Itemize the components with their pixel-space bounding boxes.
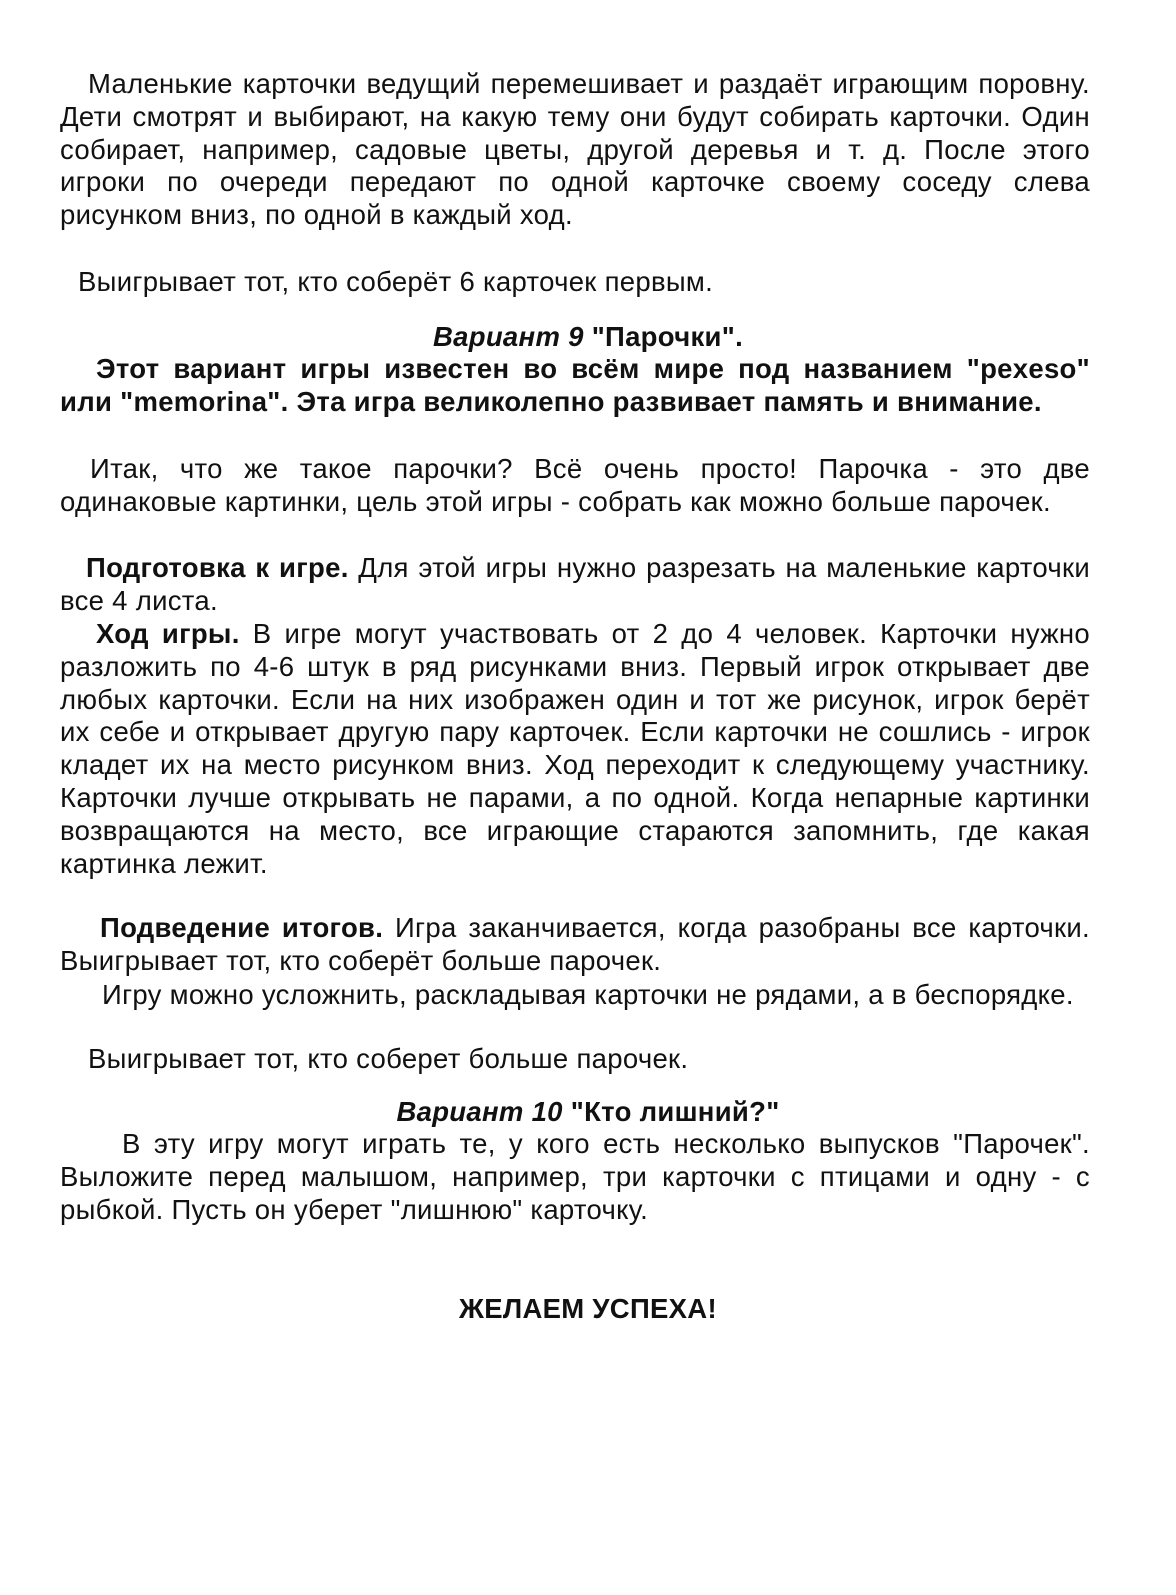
paragraph-harder: Игру можно усложнить, раскладывая карточки не рядами, а в беспорядке.: [102, 979, 1074, 1010]
preparation-label: Подготовка к игре.: [86, 552, 349, 583]
variant10-text: В эту игру могут играть те, у кого есть несколько выпусков "Парочек". Выложите перед малышом, например, три карточки с птицами и одну - с рыбкой. Пусть он уберет "лишнюю" карточку.: [60, 1128, 1090, 1225]
preparation-text: Для этой игры нужно разрезать на маленькие карточки все 4 листа.: [60, 552, 1091, 616]
variant9-label: Вариант 9: [432, 321, 584, 352]
results-label: Подведение итогов.: [100, 912, 384, 943]
variant9-intro: Этот вариант игры известен во всём мире под названием "pexeso" или "memorina". Эта игра великолепно развивает память и внимание.: [60, 353, 1090, 417]
paragraph-winner-pairs: Выигрывает тот, кто соберет больше парочек.: [88, 1043, 689, 1074]
gameplay-label: Ход игры.: [96, 618, 240, 649]
variant9-name: "Парочки".: [591, 321, 744, 352]
variant10-label: Вариант 10: [396, 1096, 563, 1127]
variant10-heading: [0, 1096, 1176, 1129]
paragraph-distribution: Маленькие карточки ведущий перемешивает и раздаёт играющим поровну. Дети смотрят и выбирают, на какую тему они будут собирать карточки. Один собирает, например, садовые цветы, другой деревья и т. д. После этого игроки по очереди передают по одной карточке своему соседу слева рисунком вниз, по одной в каждый ход.: [60, 68, 1090, 231]
variant9-heading: [0, 321, 1176, 354]
paragraph-preparation: [60, 552, 1090, 618]
variant10-name: "Кто лишний?": [570, 1096, 780, 1127]
paragraph-results: [60, 912, 1090, 978]
gameplay-text: В игре могут участвовать от 2 до 4 человек. Карточки нужно разложить по 4-6 штук в ряд рисунками вниз. Первый игрок открывает две любых карточки. Если на них изображен один и тот же рисунок, игрок берёт их себе и открывает другую пару карточек. Если карточки не сошлись - игрок кладет их на место рисунком вниз. Ход переходит к следующему участнику. Карточки лучше открывать не парами, а по одной. Когда непарные картинки возвращаются на место, все играющие стараются запомнить, где какая картинка лежит.: [60, 618, 1090, 879]
closing-wish: ЖЕЛАЕМ УСПЕХА!: [459, 1293, 717, 1324]
results-text: Игра заканчивается, когда разобраны все карточки. Выигрывает тот, кто соберёт больше парочек.: [60, 912, 1090, 976]
paragraph-gameplay: [60, 618, 1090, 880]
paragraph-what-is: Итак, что же такое парочки? Всё очень просто! Парочка - это две одинаковые картинки, цель этой игры - собрать как можно больше парочек.: [60, 453, 1090, 517]
paragraph-winner-6: Выигрывает тот, кто соберёт 6 карточек первым.: [78, 266, 714, 297]
